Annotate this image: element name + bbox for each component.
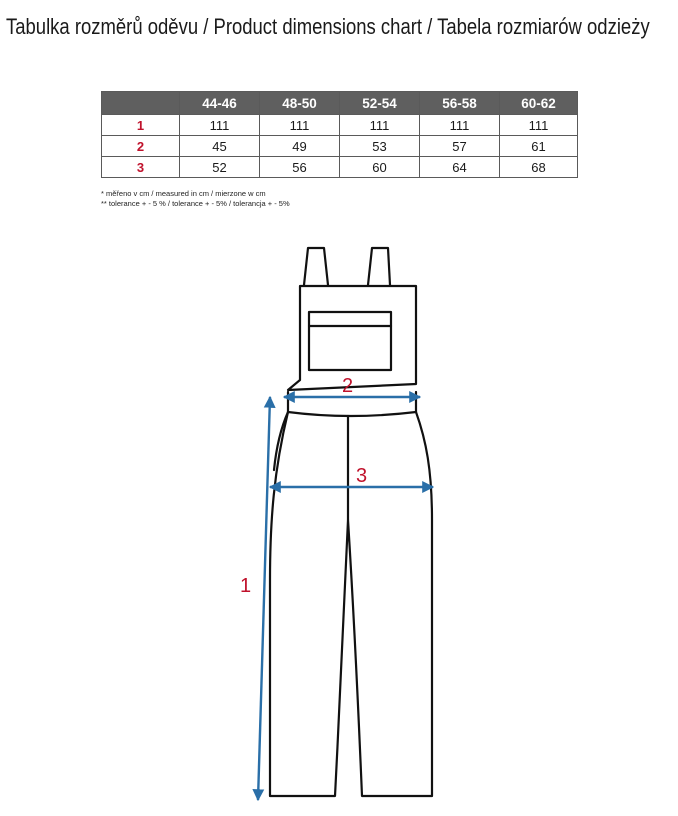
table-cell: 52	[180, 157, 260, 178]
table-cell: 111	[260, 115, 340, 136]
table-cell: 64	[420, 157, 500, 178]
overalls-outline	[270, 248, 432, 796]
hip-label: 3	[356, 465, 368, 487]
table-cell: 60	[340, 157, 420, 178]
table-cell: 68	[500, 157, 578, 178]
table-cell: 111	[500, 115, 578, 136]
table-cell: 111	[420, 115, 500, 136]
page-title: Tabulka rozměrů oděvu / Product dimensions chart / Tabela rozmiarów odzieży	[6, 14, 650, 39]
measurement-lines	[258, 397, 433, 800]
bib-pocket	[309, 312, 391, 370]
chest-label: 2	[342, 375, 354, 397]
header-cell-size: 48-50	[260, 92, 340, 115]
header-cell-size: 56-58	[420, 92, 500, 115]
footnote-tolerance: ** tolerance + - 5 % / tolerance + - 5% / tolerancja + - 5%	[101, 199, 290, 208]
row-label: 3	[102, 157, 180, 178]
table-cell: 57	[420, 136, 500, 157]
header-cell-size: 52-54	[340, 92, 420, 115]
header-cell-size: 44-46	[180, 92, 260, 115]
table-cell: 56	[260, 157, 340, 178]
row-label: 2	[102, 136, 180, 157]
left-strap	[304, 248, 328, 285]
table-cell: 53	[340, 136, 420, 157]
length-measure-line	[258, 397, 270, 800]
table-cell: 49	[260, 136, 340, 157]
table-cell: 45	[180, 136, 260, 157]
table-cell: 111	[180, 115, 260, 136]
table-cell: 61	[500, 136, 578, 157]
length-label: 1	[240, 575, 252, 597]
row-label: 1	[102, 115, 180, 136]
footnote-measured: * měřeno v cm / measured in cm / mierzone w cm	[101, 189, 266, 198]
right-strap	[368, 248, 390, 285]
table-cell: 111	[340, 115, 420, 136]
trousers-outline	[270, 412, 432, 796]
header-cell-size: 60-62	[500, 92, 578, 115]
